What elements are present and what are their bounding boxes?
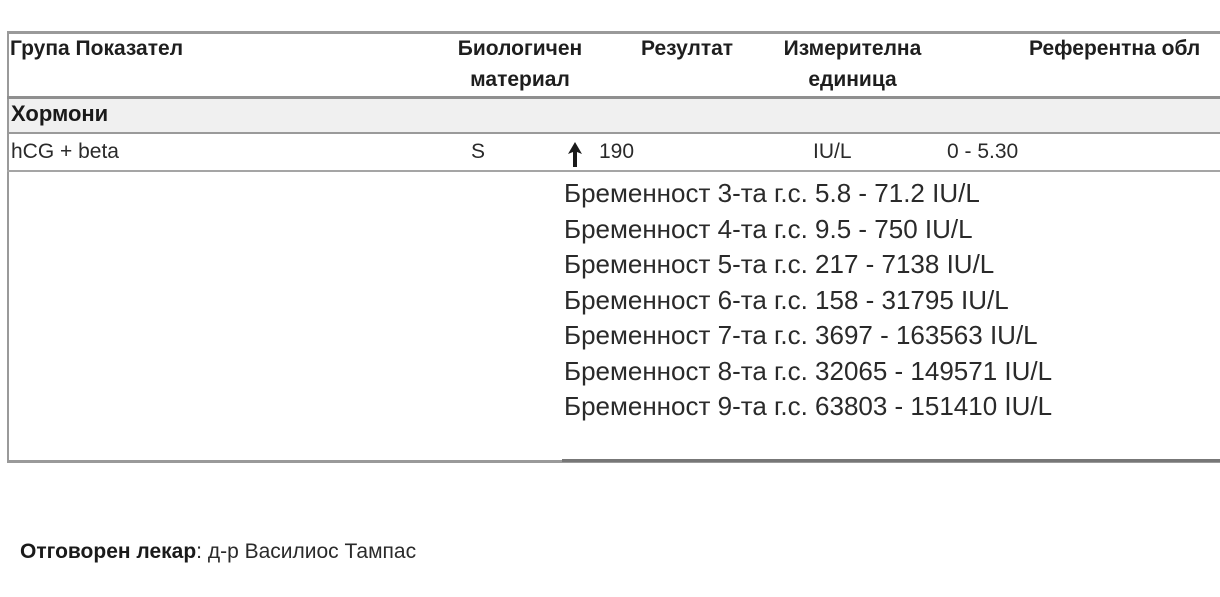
reference-note: Бременност 6-та г.с. 158 - 31795 IU/L — [564, 284, 1009, 315]
reference-note: Бременност 5-та г.с. 217 - 7138 IU/L — [564, 249, 995, 279]
header-result: Резултат — [641, 37, 734, 60]
result-value: 190 — [599, 140, 635, 163]
doctor-separator: : — [196, 540, 208, 563]
reference-note: Бременност 7-та г.с. 3697 - 163563 IU/L — [564, 320, 1038, 350]
header-group-indicator: Група Показател — [10, 37, 184, 60]
unit-value: IU/L — [813, 140, 852, 163]
table-top-border — [7, 31, 1220, 34]
header-unit-line2: единица — [808, 68, 897, 91]
row-divider — [7, 170, 1220, 172]
section-title: Хормони — [11, 101, 109, 126]
indicator-name: hCG + beta — [11, 140, 119, 163]
header-bio-material-line2: материал — [470, 68, 570, 91]
responsible-doctor — [20, 540, 416, 564]
header-unit-line1: Измерителна — [783, 37, 922, 60]
reference-note: Бременност 3-та г.с. 5.8 - 71.2 IU/L — [564, 178, 980, 208]
header-bio-material-line1: Биологичен — [457, 37, 583, 60]
up-arrow-icon — [565, 140, 585, 168]
table-bottom-border-accent — [562, 459, 1220, 462]
section-band — [9, 99, 1220, 132]
reference-note: Бременност 4-та г.с. 9.5 - 750 IU/L — [564, 213, 973, 244]
section-divider — [7, 132, 1220, 134]
doctor-label: Отговорен лекар — [20, 540, 197, 563]
reference-note: Бременност 8-та г.с. 32065 - 149571 IU/L — [564, 355, 1053, 386]
header-reference: Референтна обл — [1029, 37, 1201, 60]
reference-note: Бременност 9-та г.с. 63803 - 151410 IU/L — [564, 391, 1053, 421]
material-value: S — [471, 140, 486, 163]
doctor-name: д-р Василиос Тампас — [207, 540, 417, 563]
reference-notes — [564, 176, 1052, 425]
reference-range: 0 - 5.30 — [947, 140, 1019, 163]
